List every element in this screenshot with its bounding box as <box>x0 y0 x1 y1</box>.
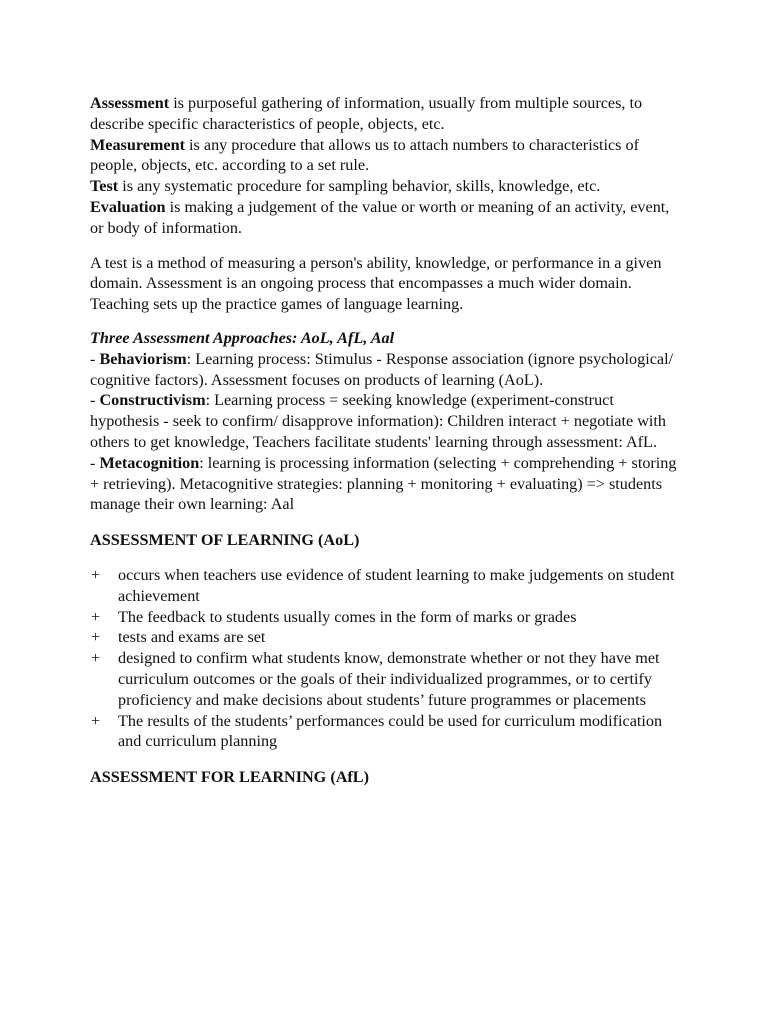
list-item <box>90 711 682 753</box>
list-item <box>90 565 682 607</box>
approach-term: Constructivism <box>99 391 206 410</box>
definitions-block <box>90 93 682 239</box>
list-item-text: occurs when teachers use evidence of student learning to make judgements on student achievement <box>118 565 675 605</box>
plus-bullet-icon: + <box>91 628 101 647</box>
approach-text: : Learning process: Stimulus - Response association (ignore psychological/ cognitive factors). Assessment focuses on products of learning (AoL). <box>90 349 674 389</box>
list-item-text: The results of the students’ performances could be used for curriculum modification and curriculum planning <box>118 711 663 751</box>
aol-list <box>90 565 682 752</box>
intro-paragraph: A test is a method of measuring a person's ability, knowledge, or performance in a given domain. Assessment is an ongoing process that encompasses a much wider domain. Teaching sets up the practice games of language learning. <box>90 253 662 314</box>
definition-test <box>90 176 682 197</box>
definition-text: is purposeful gathering of information, usually from multiple sources, to describe specific characteristics of people, objects, etc. <box>90 94 643 133</box>
definition-assessment <box>90 93 682 135</box>
approach-prefix: - <box>90 349 100 368</box>
approach-constructivism <box>90 390 682 452</box>
approach-prefix: - <box>90 391 100 410</box>
definition-text: is any systematic procedure for sampling behavior, skills, knowledge, etc. <box>118 177 601 196</box>
approaches-title: Three Assessment Approaches: AoL, AfL, Aal <box>90 328 395 347</box>
definition-term: Evaluation <box>90 197 166 216</box>
list-item <box>90 627 682 648</box>
approaches-block <box>90 328 682 515</box>
approach-metacognition <box>90 453 682 515</box>
definition-term: Measurement <box>90 135 185 154</box>
document-page <box>90 93 682 802</box>
definition-term: Assessment <box>90 94 170 112</box>
list-item-text: designed to confirm what students know, demonstrate whether or not they have met curriculum outcomes or the goals of their individualized programmes, or to certify proficiency and make decisions about students’ future programmes or placements <box>118 649 660 709</box>
approach-prefix: - <box>90 453 100 472</box>
list-item <box>90 607 682 628</box>
plus-bullet-icon: + <box>91 649 101 668</box>
afl-heading: ASSESSMENT FOR LEARNING (AfL) <box>90 768 369 787</box>
approach-term: Metacognition <box>99 453 200 472</box>
definition-term: Test <box>90 177 119 196</box>
plus-bullet-icon: + <box>91 711 101 730</box>
definition-evaluation <box>90 197 682 239</box>
plus-bullet-icon: + <box>91 565 101 584</box>
definition-text: is any procedure that allows us to attach numbers to characteristics of people, objects, etc. according to a set rule. <box>90 135 640 175</box>
approach-behaviorism <box>90 349 682 391</box>
approach-term: Behaviorism <box>99 349 187 368</box>
list-item-text: The feedback to students usually comes in the form of marks or grades <box>118 607 577 626</box>
approach-text: : learning is processing information (selecting + comprehending + storing + retrieving). Metacognitive strategies: planning + monitoring + evaluating) => students manage their own learning: Aal <box>90 453 677 514</box>
list-item-text: tests and exams are set <box>118 628 266 647</box>
definition-text: is making a judgement of the value or worth or meaning of an activity, event, or body of information. <box>90 197 670 237</box>
list-item <box>90 648 682 710</box>
plus-bullet-icon: + <box>91 607 101 626</box>
definition-measurement <box>90 135 682 177</box>
aol-heading: ASSESSMENT OF LEARNING (AoL) <box>90 531 360 550</box>
approach-text: : Learning process = seeking knowledge (experiment-construct hypothesis - seek to confirm/ disapprove information): Children interact + negotiate with others to get knowledge, Teachers facilitate students' learning through assessment: AfL. <box>90 391 666 451</box>
